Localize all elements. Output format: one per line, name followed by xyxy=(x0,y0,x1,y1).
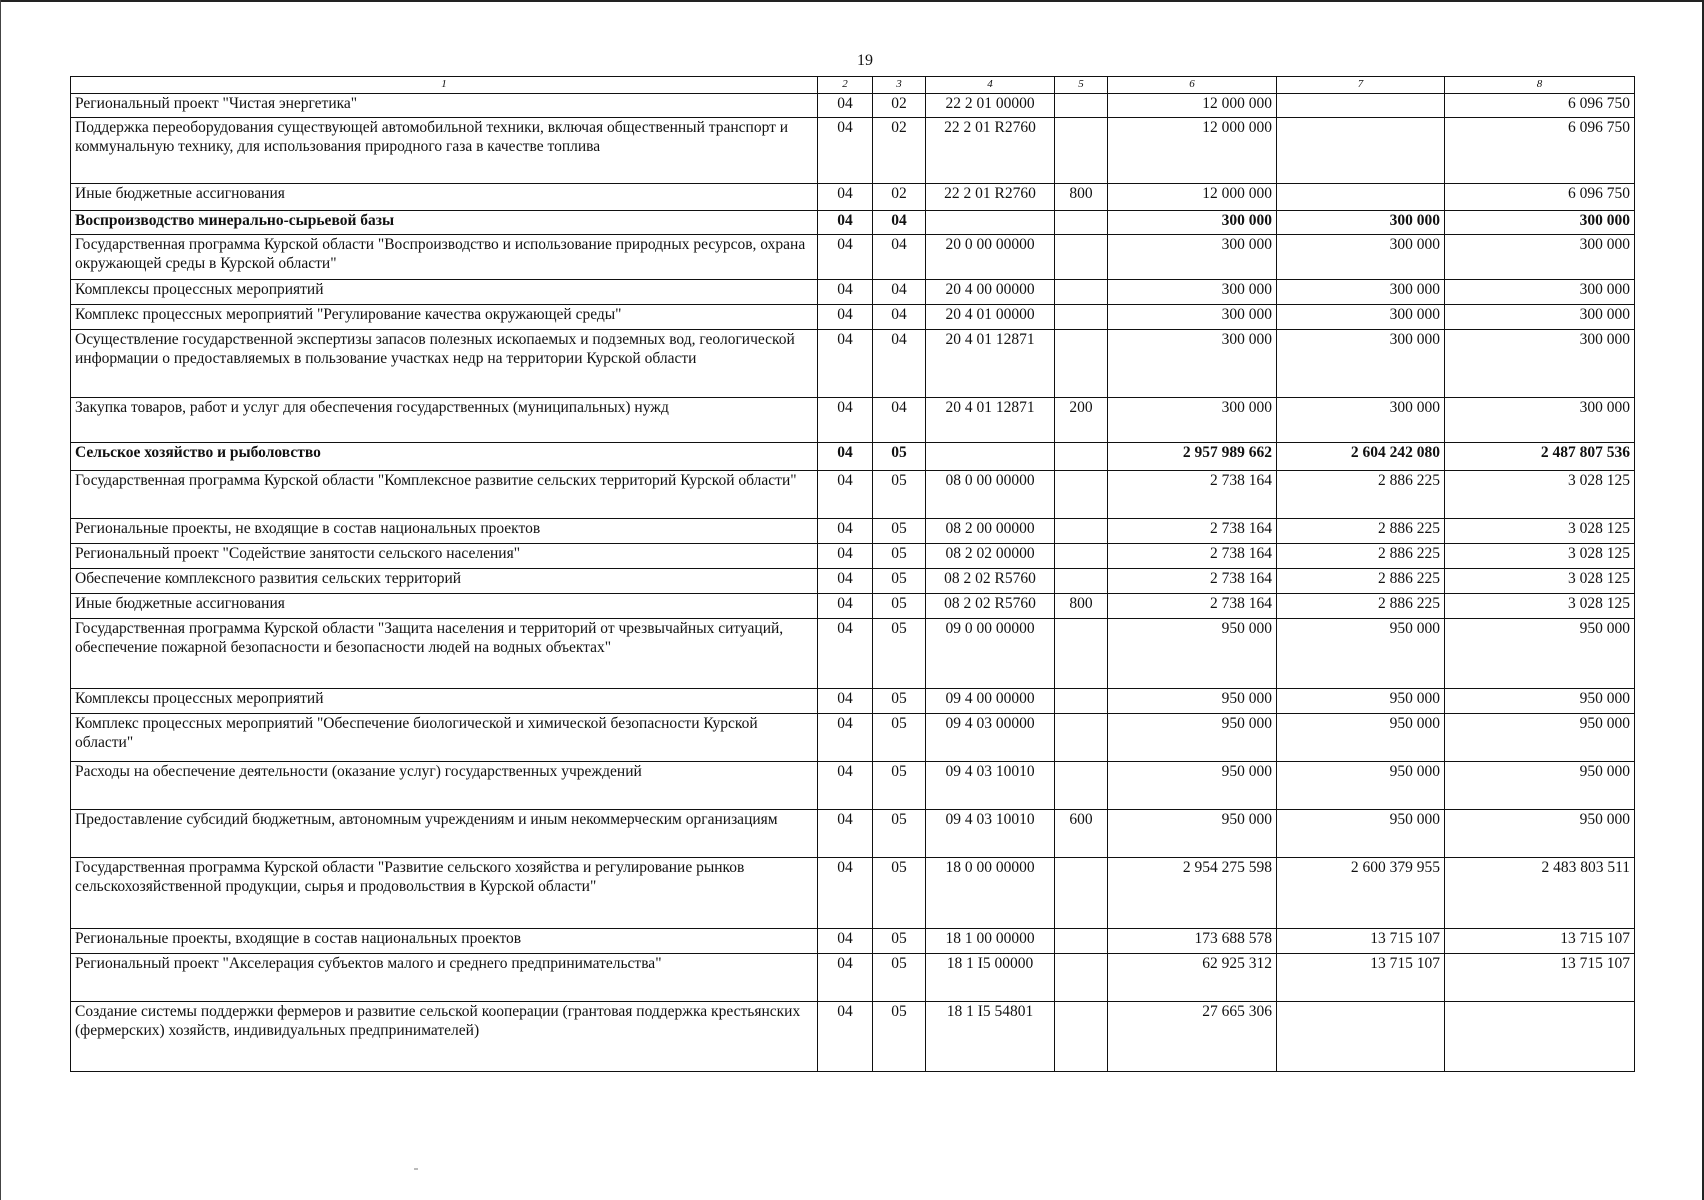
amount-year1-cell: 300 000 xyxy=(1108,235,1277,280)
target-article-cell: 09 0 00 00000 xyxy=(926,619,1055,689)
row-name-cell: Расходы на обеспечение деятельности (оказание услуг) государственных учреждений xyxy=(71,762,818,810)
section-code-cell: 04 xyxy=(818,443,873,471)
table-row xyxy=(71,569,1635,594)
amount-year1-cell: 27 665 306 xyxy=(1108,1002,1277,1072)
row-name-cell: Комплекс процессных мероприятий "Обеспечение биологической и химической безопасности Курской области" xyxy=(71,714,818,762)
amount-year2-cell: 2 886 225 xyxy=(1277,519,1445,544)
target-article-cell: 08 2 02 00000 xyxy=(926,544,1055,569)
row-name-cell: Комплекс процессных мероприятий "Регулирование качества окружающей среды" xyxy=(71,305,818,330)
row-name-cell: Государственная программа Курской области "Комплексное развитие сельских территорий Курской области" xyxy=(71,471,818,519)
table-row xyxy=(71,94,1635,118)
subsection-code-cell: 05 xyxy=(873,810,926,858)
amount-year3-cell: 2 483 803 511 xyxy=(1445,858,1635,929)
amount-year3-cell: 300 000 xyxy=(1445,330,1635,398)
amount-year3-cell: 6 096 750 xyxy=(1445,118,1635,184)
row-name-cell: Комплексы процессных мероприятий xyxy=(71,280,818,305)
amount-year2-cell: 2 886 225 xyxy=(1277,569,1445,594)
subsection-code-cell: 05 xyxy=(873,714,926,762)
target-article-cell: 22 2 01 R2760 xyxy=(926,184,1055,211)
amount-year3-cell: 13 715 107 xyxy=(1445,929,1635,954)
scan-speck xyxy=(414,1168,418,1170)
amount-year3-cell: 3 028 125 xyxy=(1445,569,1635,594)
section-code-cell: 04 xyxy=(818,619,873,689)
amount-year2-cell: 13 715 107 xyxy=(1277,929,1445,954)
subsection-code-cell: 05 xyxy=(873,471,926,519)
amount-year2-cell: 950 000 xyxy=(1277,762,1445,810)
target-article-cell: 09 4 03 00000 xyxy=(926,714,1055,762)
amount-year3-cell: 950 000 xyxy=(1445,619,1635,689)
subsection-code-cell: 05 xyxy=(873,619,926,689)
expense-type-cell xyxy=(1055,471,1108,519)
column-header: 7 xyxy=(1277,77,1445,94)
budget-table xyxy=(70,76,1635,1072)
section-code-cell: 04 xyxy=(818,762,873,810)
amount-year2-cell: 300 000 xyxy=(1277,330,1445,398)
amount-year1-cell: 950 000 xyxy=(1108,714,1277,762)
subsection-code-cell: 05 xyxy=(873,689,926,714)
amount-year2-cell xyxy=(1277,94,1445,118)
section-code-cell: 04 xyxy=(818,235,873,280)
subsection-code-cell: 02 xyxy=(873,184,926,211)
table-row xyxy=(71,619,1635,689)
section-code-cell: 04 xyxy=(818,118,873,184)
amount-year1-cell: 300 000 xyxy=(1108,305,1277,330)
subsection-code-cell: 02 xyxy=(873,118,926,184)
table-row xyxy=(71,762,1635,810)
table-row xyxy=(71,398,1635,443)
subsection-code-cell: 05 xyxy=(873,544,926,569)
target-article-cell: 20 4 01 12871 xyxy=(926,330,1055,398)
amount-year2-cell: 2 886 225 xyxy=(1277,544,1445,569)
column-number-row xyxy=(71,77,1635,94)
expense-type-cell: 200 xyxy=(1055,398,1108,443)
amount-year1-cell: 300 000 xyxy=(1108,280,1277,305)
table-row xyxy=(71,519,1635,544)
target-article-cell: 18 1 I5 54801 xyxy=(926,1002,1055,1072)
amount-year3-cell: 2 487 807 536 xyxy=(1445,443,1635,471)
amount-year1-cell: 300 000 xyxy=(1108,330,1277,398)
amount-year3-cell: 300 000 xyxy=(1445,280,1635,305)
expense-type-cell xyxy=(1055,280,1108,305)
section-code-cell: 04 xyxy=(818,544,873,569)
section-code-cell: 04 xyxy=(818,94,873,118)
page-number: 19 xyxy=(857,52,873,69)
row-name-cell: Иные бюджетные ассигнования xyxy=(71,184,818,211)
scan-edge-top xyxy=(0,0,1704,2)
amount-year2-cell: 2 600 379 955 xyxy=(1277,858,1445,929)
table-row xyxy=(71,443,1635,471)
target-article-cell: 22 2 01 00000 xyxy=(926,94,1055,118)
row-name-cell: Региональный проект "Акселерация субъектов малого и среднего предпринимательства" xyxy=(71,954,818,1002)
amount-year2-cell: 950 000 xyxy=(1277,689,1445,714)
expense-type-cell xyxy=(1055,118,1108,184)
expense-type-cell xyxy=(1055,762,1108,810)
subsection-code-cell: 04 xyxy=(873,305,926,330)
table-row xyxy=(71,235,1635,280)
subsection-code-cell: 05 xyxy=(873,443,926,471)
subsection-code-cell: 05 xyxy=(873,594,926,619)
amount-year2-cell: 950 000 xyxy=(1277,714,1445,762)
row-name-cell: Государственная программа Курской области "Воспроизводство и использование природных ресурсов, охрана окружающей среды в Курской области" xyxy=(71,235,818,280)
target-article-cell: 18 1 00 00000 xyxy=(926,929,1055,954)
expense-type-cell xyxy=(1055,544,1108,569)
target-article-cell: 09 4 03 10010 xyxy=(926,810,1055,858)
row-name-cell: Поддержка переоборудования существующей автомобильной техники, включая общественный транспорт и коммунальную технику, для использования природного газа в качестве топлива xyxy=(71,118,818,184)
section-code-cell: 04 xyxy=(818,954,873,1002)
subsection-code-cell: 05 xyxy=(873,929,926,954)
amount-year2-cell: 2 886 225 xyxy=(1277,594,1445,619)
section-code-cell: 04 xyxy=(818,569,873,594)
expense-type-cell xyxy=(1055,211,1108,235)
subsection-code-cell: 05 xyxy=(873,858,926,929)
row-name-cell: Иные бюджетные ассигнования xyxy=(71,594,818,619)
column-header: 5 xyxy=(1055,77,1108,94)
amount-year1-cell: 2 954 275 598 xyxy=(1108,858,1277,929)
expense-type-cell: 800 xyxy=(1055,184,1108,211)
amount-year2-cell xyxy=(1277,118,1445,184)
row-name-cell: Обеспечение комплексного развития сельских территорий xyxy=(71,569,818,594)
amount-year2-cell: 300 000 xyxy=(1277,305,1445,330)
section-code-cell: 04 xyxy=(818,211,873,235)
row-name-cell: Государственная программа Курской области "Защита населения и территорий от чрезвычайных ситуаций, обеспечение пожарной безопасности и безопасности людей на водных объектах" xyxy=(71,619,818,689)
table-body xyxy=(71,94,1635,1072)
amount-year2-cell xyxy=(1277,184,1445,211)
target-article-cell: 18 0 00 00000 xyxy=(926,858,1055,929)
table-row xyxy=(71,330,1635,398)
amount-year2-cell: 300 000 xyxy=(1277,235,1445,280)
subsection-code-cell: 05 xyxy=(873,762,926,810)
column-header: 1 xyxy=(71,77,818,94)
amount-year1-cell: 62 925 312 xyxy=(1108,954,1277,1002)
row-name-cell: Региональный проект "Содействие занятости сельского населения" xyxy=(71,544,818,569)
expense-type-cell xyxy=(1055,1002,1108,1072)
table-row xyxy=(71,714,1635,762)
expense-type-cell xyxy=(1055,858,1108,929)
table-row xyxy=(71,858,1635,929)
subsection-code-cell: 05 xyxy=(873,1002,926,1072)
amount-year3-cell: 950 000 xyxy=(1445,810,1635,858)
section-code-cell: 04 xyxy=(818,810,873,858)
target-article-cell xyxy=(926,211,1055,235)
amount-year3-cell: 3 028 125 xyxy=(1445,544,1635,569)
amount-year3-cell: 3 028 125 xyxy=(1445,471,1635,519)
row-name-cell: Закупка товаров, работ и услуг для обеспечения государственных (муниципальных) нужд xyxy=(71,398,818,443)
table-row xyxy=(71,689,1635,714)
column-header: 6 xyxy=(1108,77,1277,94)
row-name-cell: Создание системы поддержки фермеров и развитие сельской кооперации (грантовая поддержка крестьянских (фермерских) хозяйств, индивидуальных предпринимателей) xyxy=(71,1002,818,1072)
subsection-code-cell: 04 xyxy=(873,235,926,280)
subsection-code-cell: 04 xyxy=(873,211,926,235)
amount-year2-cell xyxy=(1277,1002,1445,1072)
amount-year1-cell: 12 000 000 xyxy=(1108,184,1277,211)
expense-type-cell xyxy=(1055,94,1108,118)
target-article-cell: 22 2 01 R2760 xyxy=(926,118,1055,184)
amount-year1-cell: 173 688 578 xyxy=(1108,929,1277,954)
subsection-code-cell: 04 xyxy=(873,280,926,305)
section-code-cell: 04 xyxy=(818,594,873,619)
amount-year2-cell: 13 715 107 xyxy=(1277,954,1445,1002)
target-article-cell: 18 1 I5 00000 xyxy=(926,954,1055,1002)
section-code-cell: 04 xyxy=(818,471,873,519)
subsection-code-cell: 02 xyxy=(873,94,926,118)
expense-type-cell xyxy=(1055,619,1108,689)
amount-year1-cell: 300 000 xyxy=(1108,398,1277,443)
row-name-cell: Региональные проекты, не входящие в состав национальных проектов xyxy=(71,519,818,544)
amount-year1-cell: 2 738 164 xyxy=(1108,544,1277,569)
amount-year3-cell: 950 000 xyxy=(1445,714,1635,762)
amount-year1-cell: 950 000 xyxy=(1108,810,1277,858)
target-article-cell: 08 0 00 00000 xyxy=(926,471,1055,519)
amount-year1-cell: 12 000 000 xyxy=(1108,118,1277,184)
amount-year3-cell xyxy=(1445,1002,1635,1072)
section-code-cell: 04 xyxy=(818,689,873,714)
amount-year1-cell: 12 000 000 xyxy=(1108,94,1277,118)
column-header: 4 xyxy=(926,77,1055,94)
row-name-cell: Комплексы процессных мероприятий xyxy=(71,689,818,714)
section-code-cell: 04 xyxy=(818,519,873,544)
amount-year1-cell: 2 738 164 xyxy=(1108,471,1277,519)
amount-year3-cell: 6 096 750 xyxy=(1445,94,1635,118)
amount-year3-cell: 300 000 xyxy=(1445,211,1635,235)
column-header: 2 xyxy=(818,77,873,94)
amount-year2-cell: 300 000 xyxy=(1277,398,1445,443)
expense-type-cell xyxy=(1055,305,1108,330)
subsection-code-cell: 04 xyxy=(873,330,926,398)
amount-year2-cell: 300 000 xyxy=(1277,280,1445,305)
section-code-cell: 04 xyxy=(818,184,873,211)
row-name-cell: Сельское хозяйство и рыболовство xyxy=(71,443,818,471)
subsection-code-cell: 05 xyxy=(873,954,926,1002)
amount-year1-cell: 950 000 xyxy=(1108,762,1277,810)
table-row xyxy=(71,280,1635,305)
expense-type-cell xyxy=(1055,714,1108,762)
target-article-cell: 20 4 01 00000 xyxy=(926,305,1055,330)
target-article-cell xyxy=(926,443,1055,471)
amount-year1-cell: 2 738 164 xyxy=(1108,519,1277,544)
table-row xyxy=(71,471,1635,519)
section-code-cell: 04 xyxy=(818,330,873,398)
target-article-cell: 08 2 00 00000 xyxy=(926,519,1055,544)
row-name-cell: Региональный проект "Чистая энергетика" xyxy=(71,94,818,118)
amount-year3-cell: 3 028 125 xyxy=(1445,519,1635,544)
amount-year3-cell: 950 000 xyxy=(1445,689,1635,714)
amount-year1-cell: 950 000 xyxy=(1108,689,1277,714)
row-name-cell: Региональные проекты, входящие в состав национальных проектов xyxy=(71,929,818,954)
target-article-cell: 09 4 00 00000 xyxy=(926,689,1055,714)
expense-type-cell xyxy=(1055,519,1108,544)
section-code-cell: 04 xyxy=(818,1002,873,1072)
column-header: 8 xyxy=(1445,77,1635,94)
amount-year3-cell: 300 000 xyxy=(1445,305,1635,330)
target-article-cell: 20 4 00 00000 xyxy=(926,280,1055,305)
row-name-cell: Осуществление государственной экспертизы запасов полезных ископаемых и подземных вод, геологической информации о предоставляемых в пользование участках недр на территории Курской области xyxy=(71,330,818,398)
target-article-cell: 08 2 02 R5760 xyxy=(926,569,1055,594)
amount-year3-cell: 950 000 xyxy=(1445,762,1635,810)
amount-year3-cell: 13 715 107 xyxy=(1445,954,1635,1002)
row-name-cell: Воспроизводство минерально-сырьевой базы xyxy=(71,211,818,235)
amount-year3-cell: 3 028 125 xyxy=(1445,594,1635,619)
amount-year1-cell: 2 738 164 xyxy=(1108,594,1277,619)
table-row xyxy=(71,594,1635,619)
section-code-cell: 04 xyxy=(818,929,873,954)
row-name-cell: Государственная программа Курской области "Развитие сельского хозяйства и регулирование рынков сельскохозяйственной продукции, сырья и продовольствия в Курской области" xyxy=(71,858,818,929)
table-row xyxy=(71,954,1635,1002)
amount-year1-cell: 2 957 989 662 xyxy=(1108,443,1277,471)
section-code-cell: 04 xyxy=(818,280,873,305)
expense-type-cell xyxy=(1055,569,1108,594)
amount-year2-cell: 950 000 xyxy=(1277,619,1445,689)
table-row xyxy=(71,810,1635,858)
table-row xyxy=(71,305,1635,330)
target-article-cell: 08 2 02 R5760 xyxy=(926,594,1055,619)
expense-type-cell: 800 xyxy=(1055,594,1108,619)
expense-type-cell xyxy=(1055,235,1108,280)
amount-year3-cell: 300 000 xyxy=(1445,235,1635,280)
amount-year3-cell: 6 096 750 xyxy=(1445,184,1635,211)
amount-year1-cell: 300 000 xyxy=(1108,211,1277,235)
expense-type-cell xyxy=(1055,330,1108,398)
target-article-cell: 09 4 03 10010 xyxy=(926,762,1055,810)
expense-type-cell xyxy=(1055,689,1108,714)
expense-type-cell xyxy=(1055,954,1108,1002)
amount-year2-cell: 950 000 xyxy=(1277,810,1445,858)
subsection-code-cell: 04 xyxy=(873,398,926,443)
amount-year2-cell: 2 886 225 xyxy=(1277,471,1445,519)
table-row xyxy=(71,544,1635,569)
scan-edge-left xyxy=(0,0,1,1200)
section-code-cell: 04 xyxy=(818,714,873,762)
section-code-cell: 04 xyxy=(818,858,873,929)
amount-year3-cell: 300 000 xyxy=(1445,398,1635,443)
amount-year1-cell: 950 000 xyxy=(1108,619,1277,689)
target-article-cell: 20 4 01 12871 xyxy=(926,398,1055,443)
table-row xyxy=(71,929,1635,954)
target-article-cell: 20 0 00 00000 xyxy=(926,235,1055,280)
amount-year1-cell: 2 738 164 xyxy=(1108,569,1277,594)
section-code-cell: 04 xyxy=(818,305,873,330)
amount-year2-cell: 2 604 242 080 xyxy=(1277,443,1445,471)
row-name-cell: Предоставление субсидий бюджетным, автономным учреждениям и иным некоммерческим организациям xyxy=(71,810,818,858)
table-row xyxy=(71,211,1635,235)
amount-year2-cell: 300 000 xyxy=(1277,211,1445,235)
expense-type-cell: 600 xyxy=(1055,810,1108,858)
subsection-code-cell: 05 xyxy=(873,569,926,594)
expense-type-cell xyxy=(1055,443,1108,471)
table-row xyxy=(71,1002,1635,1072)
subsection-code-cell: 05 xyxy=(873,519,926,544)
section-code-cell: 04 xyxy=(818,398,873,443)
table-row xyxy=(71,184,1635,211)
table-row xyxy=(71,118,1635,184)
column-header: 3 xyxy=(873,77,926,94)
expense-type-cell xyxy=(1055,929,1108,954)
